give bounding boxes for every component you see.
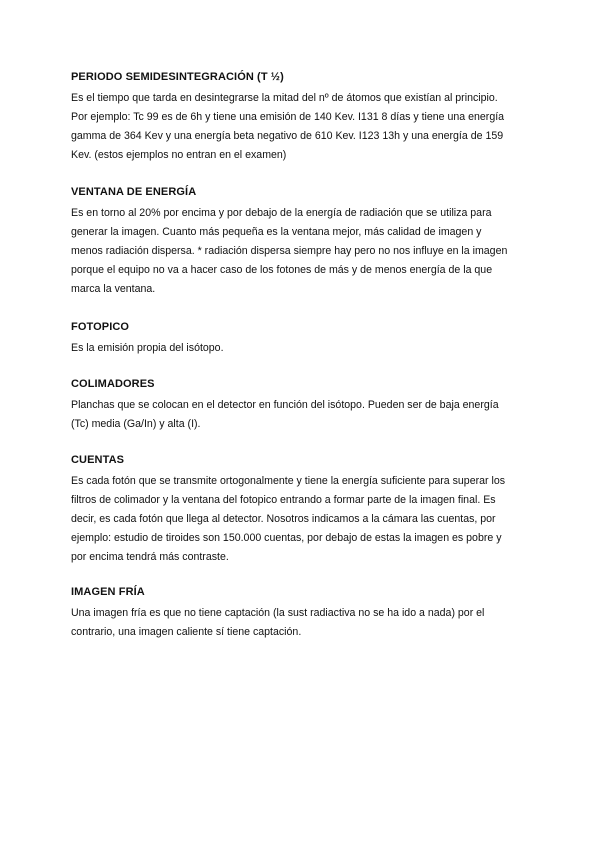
body-line: contrario, una imagen caliente sí tiene captación. xyxy=(71,626,302,638)
body-line: generar la imagen. Cuanto más pequeña es la ventana mejor, más calidad de imagen y xyxy=(71,226,482,238)
section-heading: IMAGEN FRÍA xyxy=(71,586,145,598)
body-line: Es el tiempo que tarda en desintegrarse la mitad del nº de átomos que existían al principio. xyxy=(71,92,498,104)
body-line: marca la ventana. xyxy=(71,283,156,295)
body-line: por encima tendrá más contraste. xyxy=(71,551,229,563)
body-line: Es cada fotón que se transmite ortogonalmente y tiene la energía suficiente para superar los xyxy=(71,475,506,487)
body-line: decir, es cada fotón que llega al detector. Nosotros indicamos a la cámara las cuentas, por xyxy=(71,513,496,525)
body-line: Planchas que se colocan en el detector en función del isótopo. Pueden ser de baja energía xyxy=(71,399,499,411)
section-heading: VENTANA DE ENERGÍA xyxy=(71,186,197,198)
section-body xyxy=(71,339,529,358)
section-heading: CUENTAS xyxy=(71,454,125,466)
body-line: ejemplo: estudio de tiroides son 150.000 cuentas, por debajo de estas la imagen es pobre y xyxy=(71,532,502,544)
body-line: Por ejemplo: Tc 99 es de 6h y tiene una emisión de 140 Kev. I131 8 días y tiene una energía xyxy=(71,111,505,123)
body-line: Una imagen fría es que no tiene captación (la sust radiactiva no se ha ido a nada) por el xyxy=(71,607,485,619)
body-line: menos radiación dispersa. * radiación dispersa siempre hay pero no nos influye en la imagen xyxy=(71,245,508,257)
section-body xyxy=(71,204,529,299)
body-line: gamma de 364 Kev y una energía beta negativo de 610 Kev. I123 13h y una energía de 159 xyxy=(71,130,504,142)
body-line: Es en torno al 20% por encima y por debajo de la energía de radiación que se utiliza para xyxy=(71,207,492,219)
body-line: Es la emisión propia del isótopo. xyxy=(71,342,224,354)
section-body xyxy=(71,604,529,642)
section-body xyxy=(71,472,529,567)
section-ventana-de-energia xyxy=(71,185,529,299)
section-heading: FOTOPICO xyxy=(71,321,130,333)
section-heading: PERIODO SEMIDESINTEGRACIÓN (T ½) xyxy=(71,71,284,83)
body-line: (Tc) media (Ga/In) y alta (I). xyxy=(71,418,201,430)
section-fotopico xyxy=(71,320,529,358)
body-line: porque el equipo no va a hacer caso de los fotones de más y de menos energía de la que xyxy=(71,264,493,276)
section-cuentas xyxy=(71,453,529,567)
section-heading: COLIMADORES xyxy=(71,378,155,390)
body-line: Kev. (estos ejemplos no entran en el examen) xyxy=(71,149,287,161)
section-body xyxy=(71,89,529,165)
section-colimadores xyxy=(71,377,529,434)
section-imagen-fria xyxy=(71,585,529,642)
body-line: filtros de colimador y la ventana del fotopico entrando a formar parte de la imagen final. Es xyxy=(71,494,496,506)
section-body xyxy=(71,396,529,434)
section-periodo-semidesintegracion xyxy=(71,70,529,165)
